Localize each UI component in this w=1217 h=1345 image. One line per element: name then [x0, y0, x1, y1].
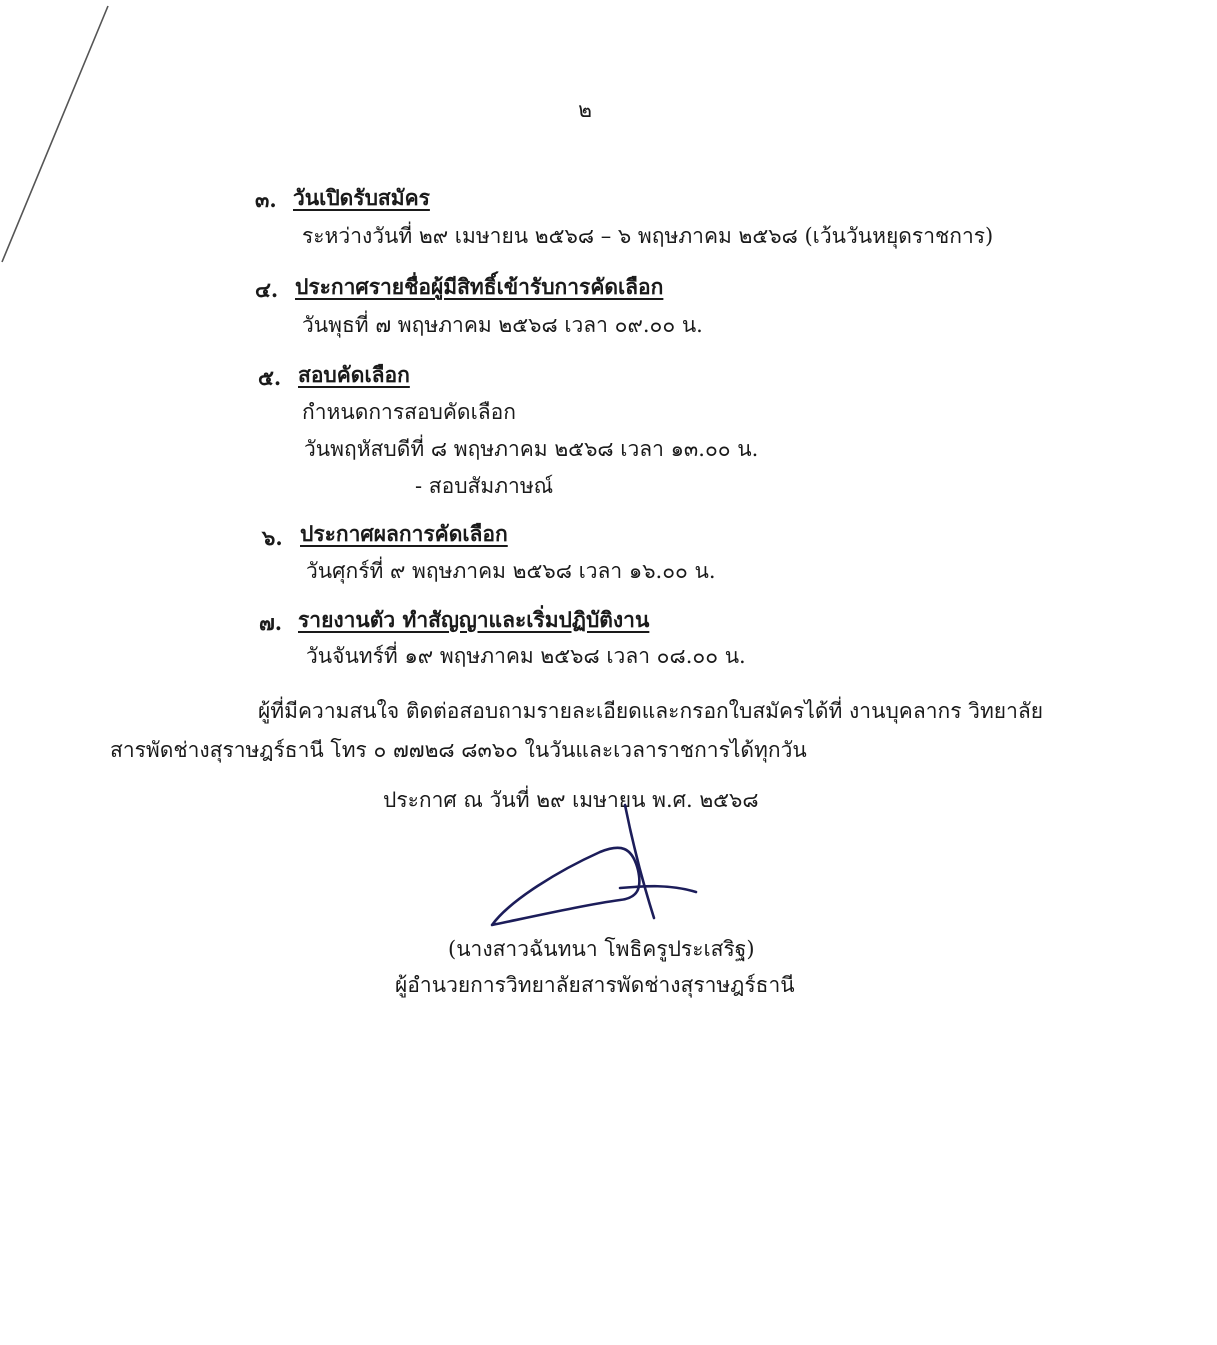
contact-line: ผู้ที่มีความสนใจ ติดต่อสอบถามรายละเอียดและกรอกใบสมัครได้ที่ งานบุคลากร วิทยาลัย: [258, 699, 1044, 723]
announcement-date: ประกาศ ณ วันที่ ๒๙ เมษายน พ.ศ. ๒๕๖๘: [383, 788, 759, 812]
section-number: ๓.: [255, 187, 277, 212]
signer-name: (นางสาวฉันทนา โพธิครูประเสริฐ): [448, 937, 755, 961]
section-number: ๕.: [258, 365, 282, 390]
contact-line: สารพัดช่างสุราษฎร์ธานี โทร ๐ ๗๗๒๘ ๘๓๖๐ ในวันและเวลาราชการได้ทุกวัน: [110, 738, 807, 762]
section-line: - สอบสัมภาษณ์: [415, 474, 554, 498]
section-number: ๖.: [262, 525, 283, 550]
section-number: ๗.: [259, 610, 283, 635]
section-line: วันศุกร์ที่ ๙ พฤษภาคม ๒๕๖๘ เวลา ๑๖.๐๐ น.: [306, 559, 716, 583]
section-line: ระหว่างวันที่ ๒๙ เมษายน ๒๕๖๘ – ๖ พฤษภาคม ๒๕๖๘ (เว้นวันหยุดราชการ): [302, 224, 994, 248]
section-number: ๔.: [255, 277, 279, 302]
section-heading: สอบคัดเลือก: [298, 362, 410, 387]
page-number: ๒: [578, 98, 592, 122]
signer-title: ผู้อำนวยการวิทยาลัยสารพัดช่างสุราษฎร์ธานี: [395, 973, 795, 997]
section-heading: ประกาศรายชื่อผู้มีสิทธิ์เข้ารับการคัดเลือก: [295, 274, 664, 299]
section-line: กำหนดการสอบคัดเลือก: [302, 400, 516, 424]
section-line: วันจันทร์ที่ ๑๙ พฤษภาคม ๒๕๖๘ เวลา ๐๘.๐๐ น.: [306, 644, 746, 668]
section-heading: วันเปิดรับสมัคร: [293, 185, 430, 210]
section-line: วันพุธที่ ๗ พฤษภาคม ๒๕๖๘ เวลา ๐๙.๐๐ น.: [302, 313, 703, 337]
section-heading: รายงานตัว ทำสัญญาและเริ่มปฏิบัติงาน: [298, 607, 650, 632]
section-heading: ประกาศผลการคัดเลือก: [300, 521, 508, 546]
scan-edge-line: [0, 0, 120, 280]
signature-image: [470, 800, 710, 930]
section-line: วันพฤหัสบดีที่ ๘ พฤษภาคม ๒๕๖๘ เวลา ๑๓.๐๐ น.: [304, 437, 759, 461]
